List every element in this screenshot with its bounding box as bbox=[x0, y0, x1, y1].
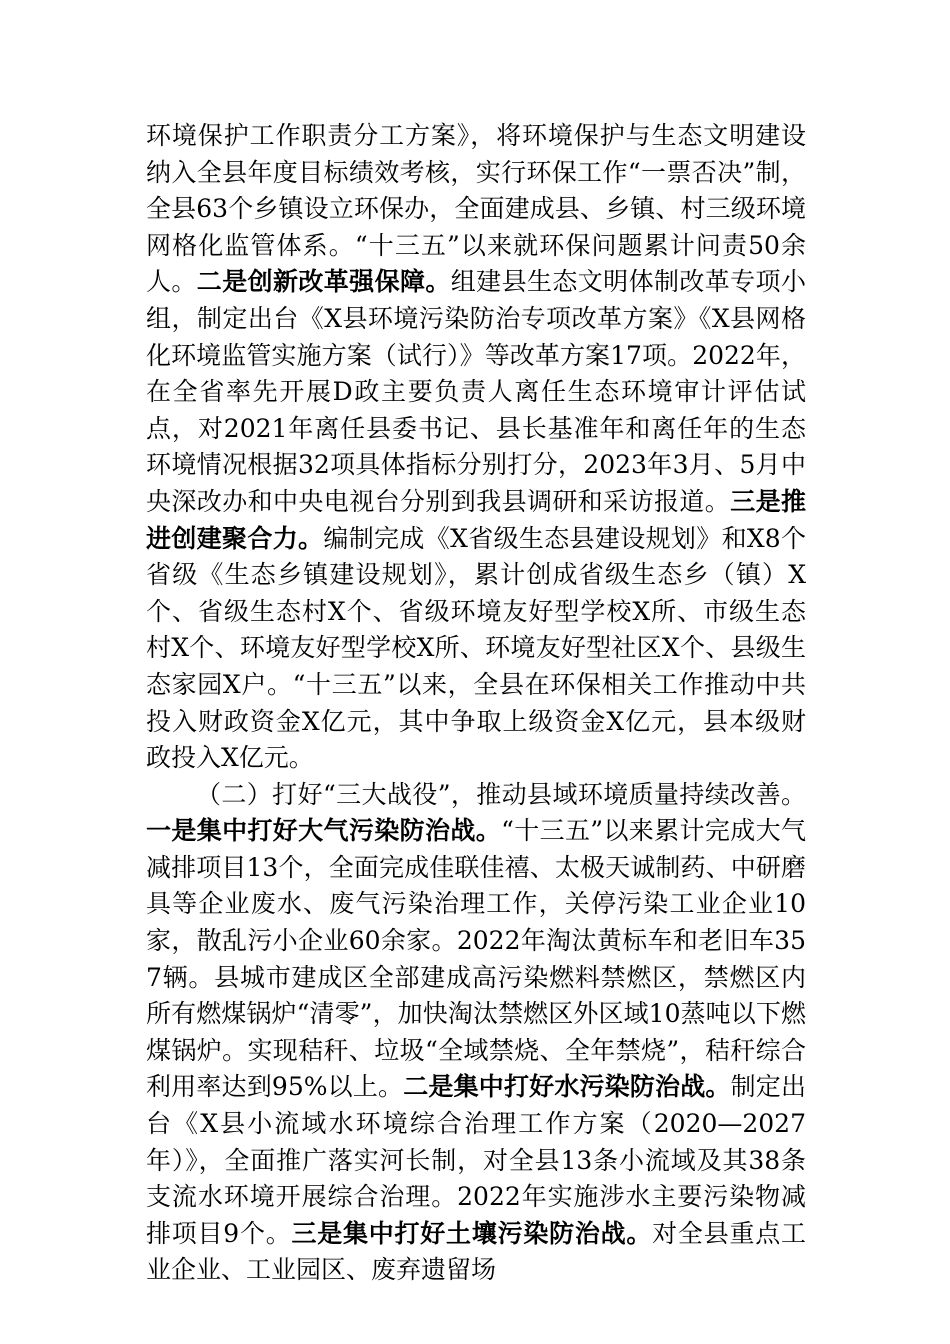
text-segment: 组建县生态文明体制改革专项小组，制定出台《X县环境污染防治专项改革方案》《X县网格化环境监管实施方案（试行）》等改革方案17项。2022年，在全省率先开展D政主要负责人离任生态环境审计评估试点，对2021年离任县委书记、县长基准年和离任年的生态环境情况根据32项具体指标分别打分，2023年3月、5月中央深改办和中央电视台分别到我县调研和采访报道。 bbox=[146, 267, 806, 516]
bold-heading-segment: 一是集中打好大气污染防治战。 bbox=[146, 816, 502, 846]
text-segment: 制定出台《X县小流域水环境综合治理工作方案（2020—2027年）》，全面推广落实河长制，对全县13条小流域及其38条支流水环境开展综合治理。2022年实施涉水主要污染物减排项目9个。 bbox=[146, 1072, 806, 1248]
bold-heading-segment: 三是集中打好土壤污染防治战。 bbox=[291, 1218, 653, 1248]
bold-heading-segment: 二是集中打好水污染防治战。 bbox=[403, 1072, 731, 1102]
text-segment: 对全县重点工业企业、工业园区、废弃遗留场 bbox=[146, 1218, 806, 1285]
bold-heading-segment: 二是创新改革强保障。 bbox=[196, 267, 451, 297]
text-segment: “十三五”以来累计完成大气减排项目13个，全面完成佳联佳禧、太极天诚制药、中研磨具等企业废水、废气污染治理工作，关停污染工业企业10家，散乱污小企业60余家。2022年淘汰黄标车和老旧车357辆。县城市建成区全部建成高污染燃料禁燃区，禁燃区内所有燃煤锅炉“清零”，加快淘汰禁燃区外区域10蒸吨以下燃煤锅炉。实现秸秆、垃圾“全域禁烧、全年禁烧”，秸秆综合利用率达到95%以上。 bbox=[146, 816, 806, 1102]
section-heading-segment: （二）打好“三大战役”，推动县域环境质量持续改善。 bbox=[196, 779, 806, 809]
text-segment: 环境保护工作职责分工方案》，将环境保护与生态文明建设纳入全县年度目标绩效考核，实行环保工作“一票否决”制，全县63个乡镇设立环保办，全面建成县、乡镇、村三级环境网格化监管体系。“十三五”以来就环保问题累计问责50余人。 bbox=[146, 121, 806, 297]
text-segment: 编制完成《X省级生态县建设规划》和X8个省级《生态乡镇建设规划》，累计创成省级生态乡（镇）X个、省级生态村X个、省级环境友好型学校X所、市级生态村X个、环境友好型学校X所、环境友好型社区X个、县级生态家园X户。“十三五”以来，全县在环保相关工作推动中共投入财政资金X亿元，其中争取上级资金X亿元，县本级财政投入X亿元。 bbox=[146, 523, 806, 773]
paragraph-2 bbox=[146, 777, 806, 1289]
paragraph-1 bbox=[146, 118, 806, 777]
bold-heading-segment: 三是推进创建聚合力。 bbox=[146, 486, 806, 553]
document-page bbox=[146, 118, 806, 1289]
